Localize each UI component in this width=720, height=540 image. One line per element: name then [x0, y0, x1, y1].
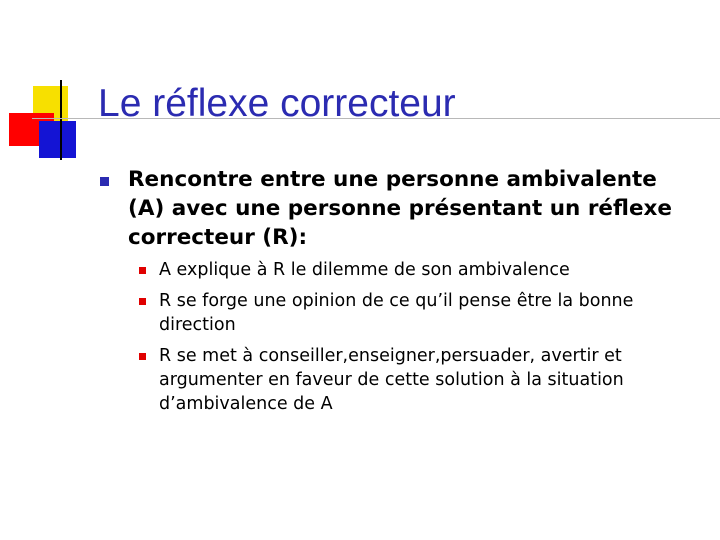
level2-item-text: R se forge une opinion de ce qu’il pense être la bonne direction: [159, 291, 634, 335]
level2-item-text: R se met à conseiller,enseigner,persuader, avertir et argumenter en faveur de cette solution à la situation d’ambivalence de A: [159, 346, 624, 414]
level1-bullet-icon: [100, 177, 109, 186]
level2-item: [159, 289, 699, 337]
decor-blue-square: [39, 121, 76, 158]
level2-item: [159, 344, 699, 416]
level2-bullet-icon: [139, 267, 146, 274]
level2-item-text: A explique à R le dilemme de son ambivalence: [159, 260, 570, 280]
level1-item-text: Rencontre entre une personne ambivalente (A) avec une personne présentant un réflexe correcteur (R):: [128, 167, 672, 250]
level2-item: [159, 258, 699, 282]
level2-bullet-icon: [139, 353, 146, 360]
level1-item: [128, 165, 698, 252]
decor-vertical-line: [60, 80, 62, 160]
slide-title: Le réflexe correcteur: [98, 82, 456, 125]
level2-bullet-icon: [139, 298, 146, 305]
level2-list: [159, 258, 699, 423]
